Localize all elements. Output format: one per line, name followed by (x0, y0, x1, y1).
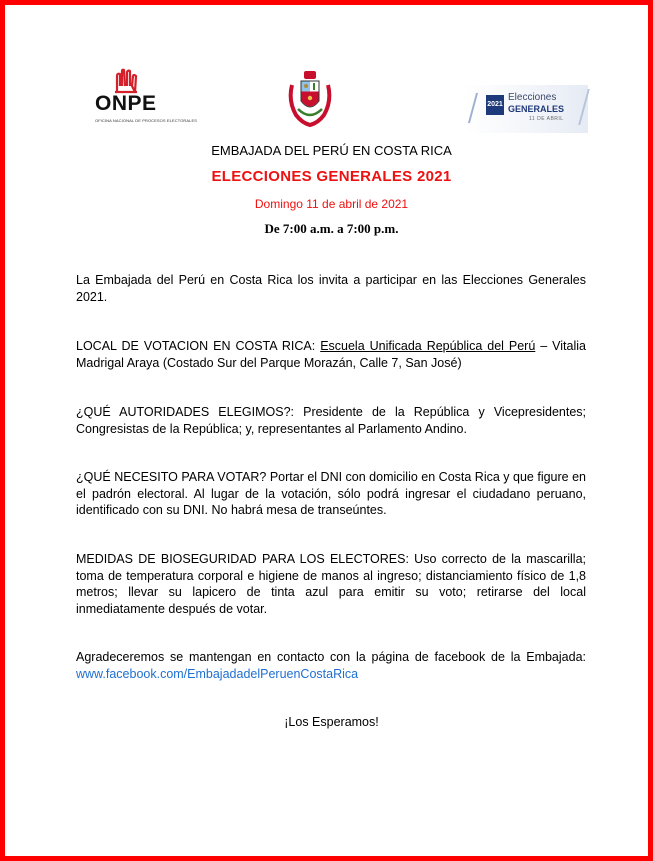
authorities-paragraph (76, 404, 586, 437)
authorities-text: Presidente de la República y Vicepresidentes; Congresistas de la República; y, representantes al Parlamento Andino. (76, 405, 587, 436)
voting-location-label: LOCAL DE VOTACION EN COSTA RICA: (76, 339, 316, 353)
requirements-text: Portar el DNI con domicilio en Costa Rica y que figure en el padrón electoral. Al lugar de la votación, sólo podrá ingresar el ciudadano peruano, identificado con su DNI. No habrá mesa de transeúntes. (76, 470, 586, 517)
onpe-logo (93, 68, 198, 128)
voting-location-paragraph (76, 338, 586, 371)
contact-paragraph (76, 649, 586, 682)
authorities-label: ¿QUÉ AUTORIDADES ELEGIMOS?: (76, 405, 295, 419)
election-date: Domingo 11 de abril de 2021 (254, 197, 409, 211)
logo-line-2: GENERALES (508, 104, 565, 114)
ballot-hand-icon (111, 68, 141, 94)
onpe-subtitle: OFICINA NACIONAL DE PROCESOS ELECTORALES (95, 118, 198, 123)
elecciones-generales-logo (465, 85, 588, 133)
contact-text: Agradeceremos se mantengan en contacto con la página de facebook de la Embajada: (76, 650, 586, 664)
voting-hours: De 7:00 a.m. a 7:00 p.m. (264, 221, 399, 236)
onpe-wordmark: ONPE (95, 92, 157, 115)
facebook-link[interactable]: www.facebook.com/EmbajadadelPeruenCostaRica (76, 666, 359, 681)
requirements-label: ¿QUÉ NECESITO PARA VOTAR? (76, 470, 267, 484)
logo-line-1: Elecciones (508, 92, 557, 103)
page-title: ELECCIONES GENERALES 2021 (211, 168, 452, 185)
closing-message: ¡Los Esperamos! (284, 715, 379, 729)
decorative-stroke (578, 89, 590, 125)
decorative-stroke (468, 93, 478, 123)
logo-line-3: 11 DE ABRIL (529, 116, 564, 122)
school-name: Escuela Unificada República del Perú (320, 339, 536, 353)
year-badge: 2021 (486, 95, 504, 115)
biosecurity-label: MEDIDAS DE BIOSEGURIDAD PARA LOS ELECTORES (76, 552, 406, 566)
voting-location-address: – Vitalia Madrigal Araya (Costado Sur del Parque Morazán, Calle 7, San José) (76, 339, 586, 370)
embassy-heading: EMBAJADA DEL PERÚ EN COSTA RICA (211, 143, 452, 158)
intro-paragraph: La Embajada del Perú en Costa Rica los invita a participar en las Elecciones Generales 2021. (76, 273, 586, 304)
requirements-paragraph (76, 469, 586, 519)
peru-coat-of-arms-icon (288, 71, 332, 127)
biosecurity-text: : Uso correcto de la mascarilla; toma de temperatura corporal e higiene de manos al ingreso; distanciamiento físico de 1,8 metros; llevar su lapicero de tinta azul para emitir su voto; retirarse del local inmediatamente después de votar. (76, 552, 587, 616)
biosecurity-paragraph (76, 551, 586, 617)
